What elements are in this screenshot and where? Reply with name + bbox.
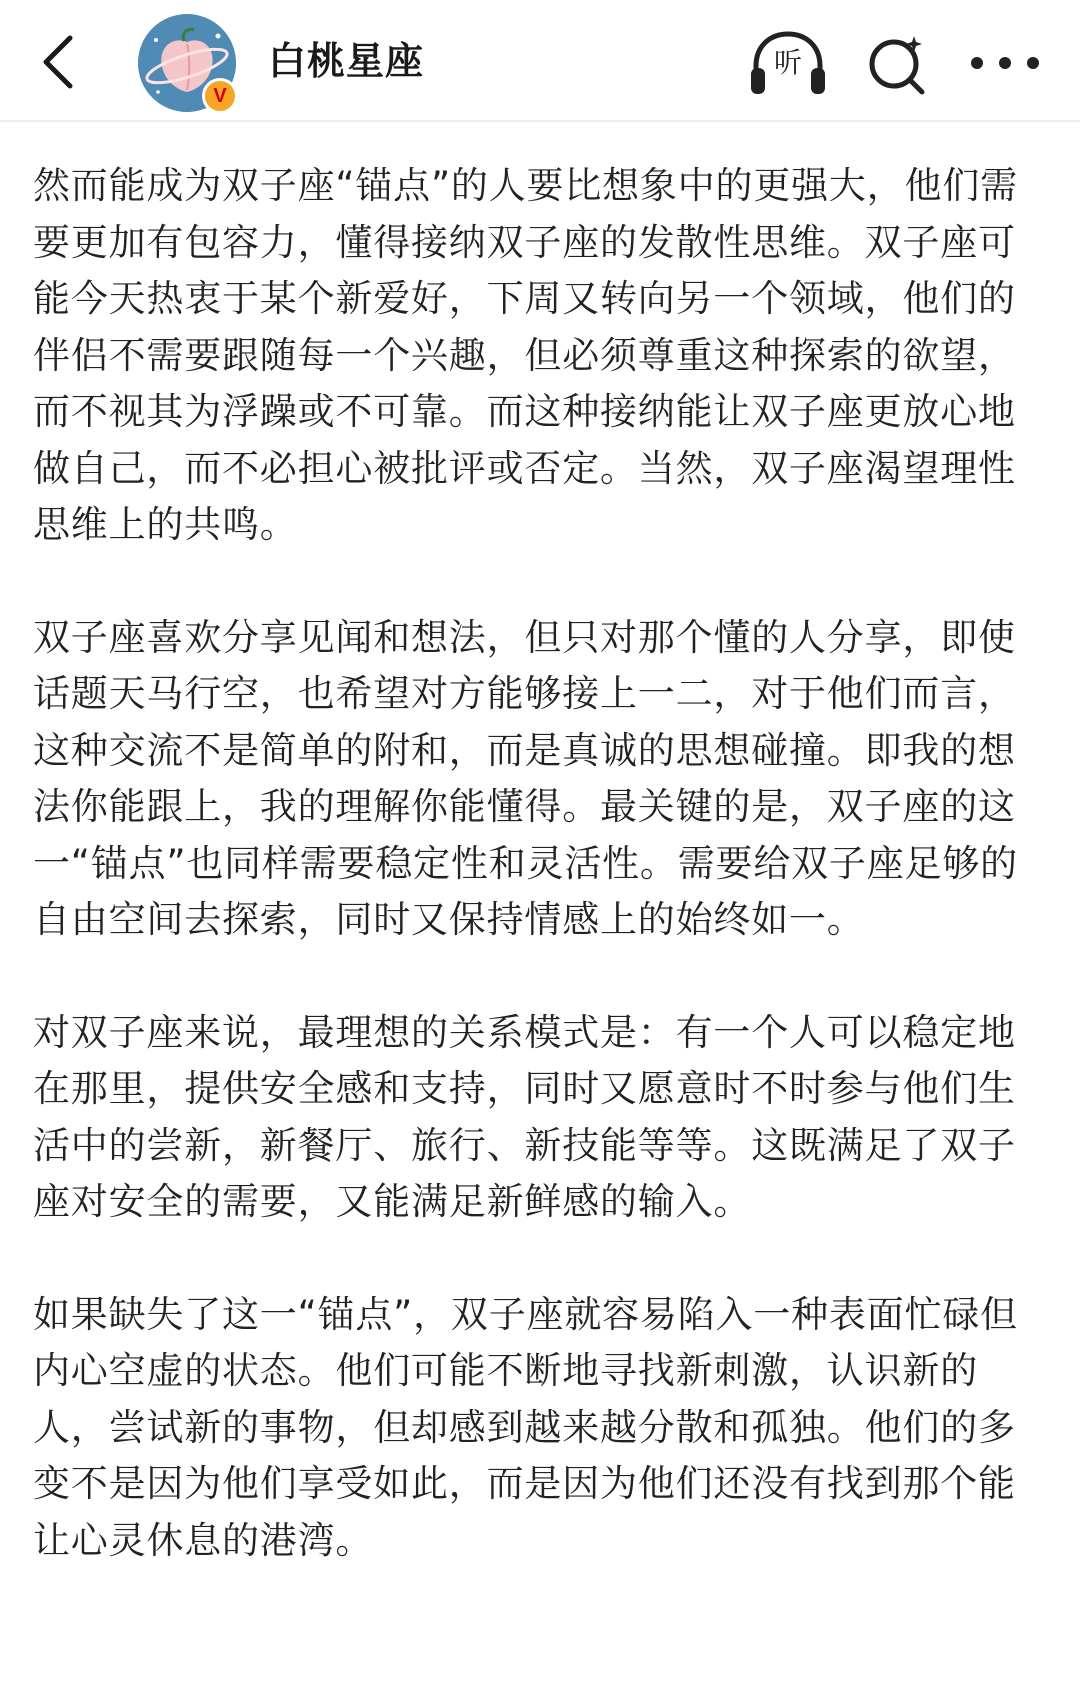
- listen-button[interactable]: [748, 28, 828, 98]
- article-paragraph-1: 然而能成为双子座“锚点”的人要比想象中的更强大，他们需要更加有包容力，懂得接纳双子座的发散性思维。双子座可能今天热衷于某个新爱好，下周又转向另一个领域，他们的伴侣不需要跟随每一个兴趣，但必须尊重这种探索的欲望，而不视其为浮躁或不可靠。而这种接纳能让双子座更放心地做自己，而不必担心被批评或否定。当然，双子座渴望理性思维上的共鸣。: [33, 164, 1018, 546]
- account-name[interactable]: 白桃星座: [268, 39, 425, 83]
- more-horizontal-icon: [965, 40, 1045, 86]
- verified-badge: V: [202, 78, 238, 114]
- article-paragraph-3: 对双子座来说，最理想的关系模式是：有一个人可以稳定地在那里，提供安全感和支持，同时又愿意时不时参与他们生活中的尝新，新餐厅、旅行、新技能等等。这既满足了双子座对安全的需要，又能满足新鲜感的输入。: [33, 1010, 1016, 1223]
- chevron-left-icon: [38, 32, 78, 92]
- search-button[interactable]: [862, 28, 934, 100]
- article-body: [33, 158, 1053, 1625]
- account-avatar[interactable]: [138, 14, 236, 112]
- top-nav-bar: [0, 0, 1080, 122]
- article-paragraph-4: 如果缺失了这一“锚点”，双子座就容易陷入一种表面忙碌但内心空虚的状态。他们可能不断地寻找新刺激，认识新的人，尝试新的事物，但却感到越来越分散和孤独。他们的多变不是因为他们享受如此，而是因为他们还没有找到那个能让心灵休息的港湾。: [33, 1292, 1018, 1562]
- more-options-button[interactable]: [965, 40, 1045, 86]
- search-icon: [862, 28, 934, 100]
- listen-label: 听: [773, 46, 802, 79]
- back-button[interactable]: [30, 28, 86, 96]
- article-paragraph-2: 双子座喜欢分享见闻和想法，但只对那个懂的人分享，即使话题天马行空，也希望对方能够接上一二，对于他们而言，这种交流不是简单的附和，而是真诚的思想碰撞。即我的想法你能跟上，我的理解你能懂得。最关键的是，双子座的这一“锚点”也同样需要稳定性和灵活性。需要给双子座足够的自由空间去探索，同时又保持情感上的始终如一。: [33, 615, 1018, 941]
